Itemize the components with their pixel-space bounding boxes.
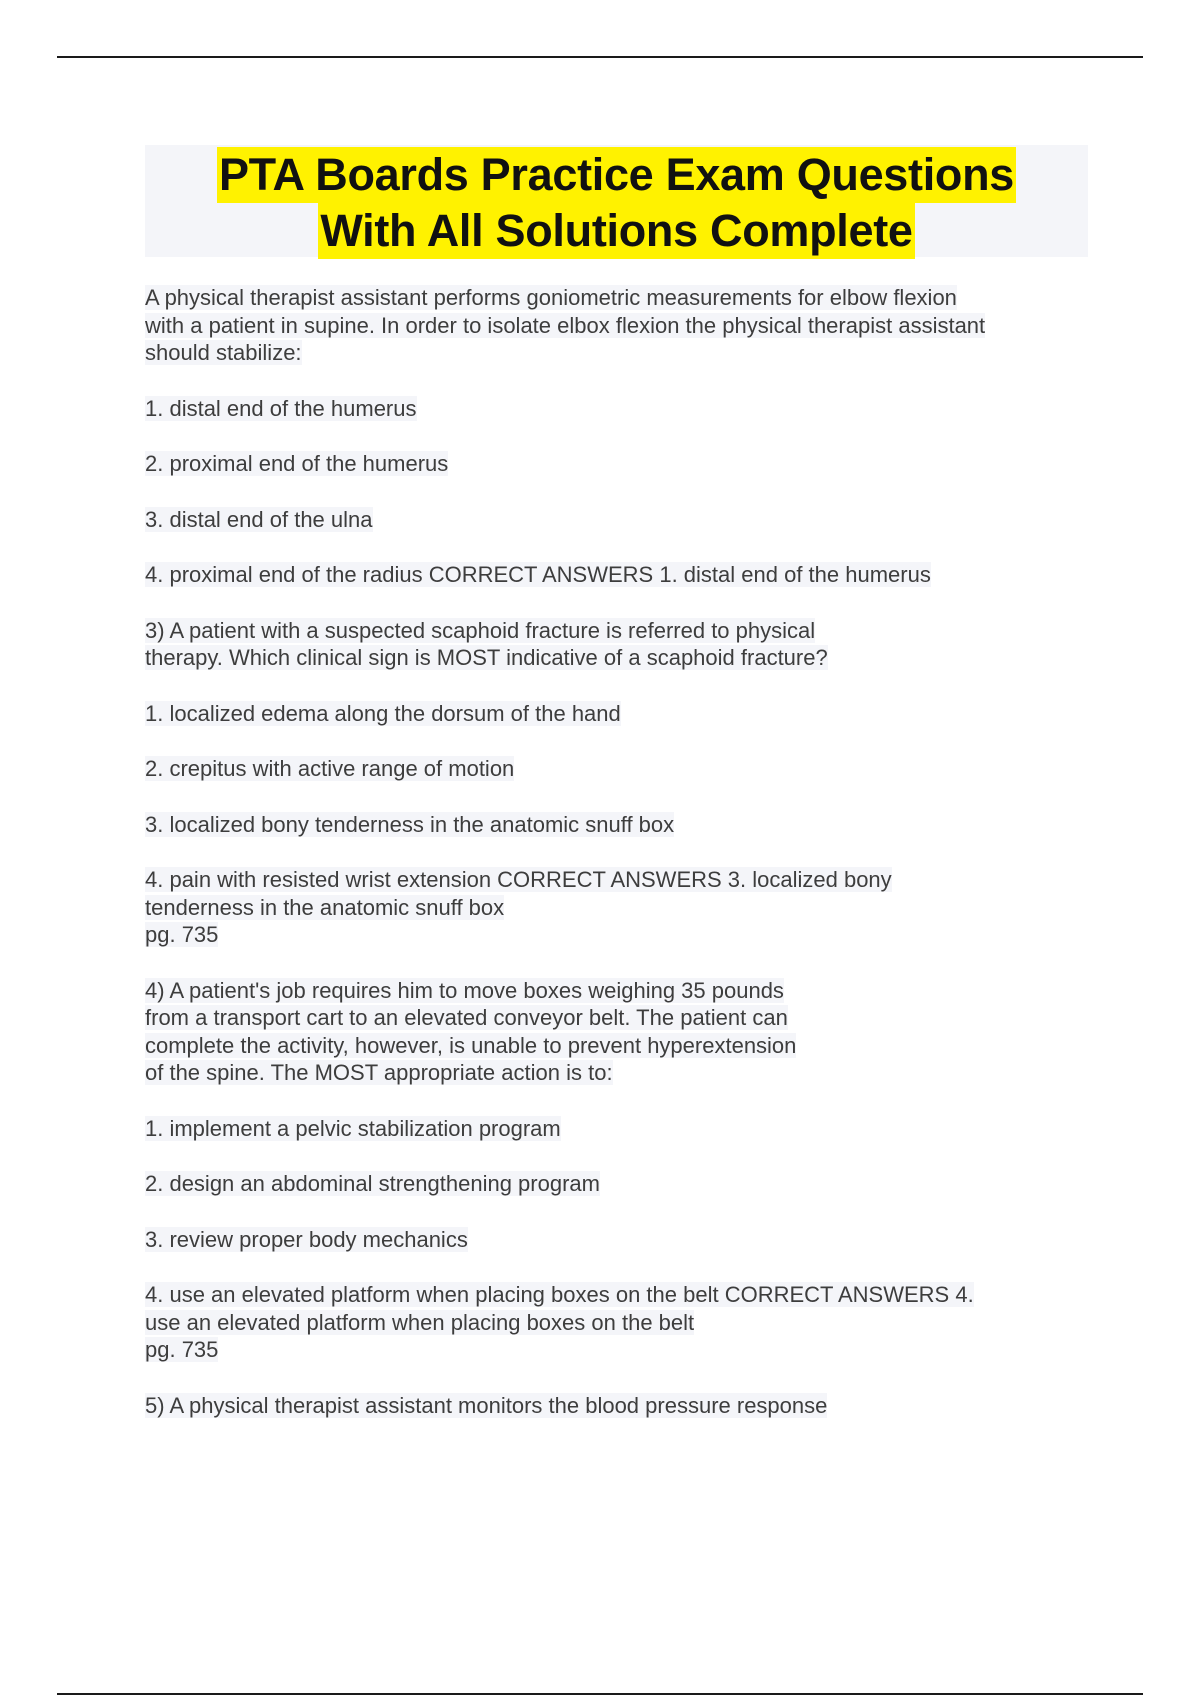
- question-stem: [145, 284, 1085, 367]
- question-stem: [145, 617, 1085, 672]
- text-line: 3. localized bony tenderness in the anatomic snuff box: [145, 811, 675, 837]
- answer-option: [145, 811, 1085, 839]
- answer-option: [145, 395, 1085, 423]
- page-reference: pg. 735: [145, 922, 219, 947]
- text-line: 5) A physical therapist assistant monitors the blood pressure response: [145, 1392, 828, 1418]
- text-line: 4. use an elevated platform when placing boxes on the belt CORRECT ANSWERS 4.: [145, 1282, 974, 1307]
- page-reference: pg. 735: [145, 1337, 219, 1362]
- answer-option: [145, 1226, 1085, 1254]
- text-line: use an elevated platform when placing boxes on the belt: [145, 1309, 695, 1335]
- answer-option: [145, 506, 1085, 534]
- text-line: A physical therapist assistant performs goniometric measurements for elbow flexion: [145, 285, 957, 310]
- text-line: 1. implement a pelvic stabilization program: [145, 1115, 561, 1141]
- text-line: 3) A patient with a suspected scaphoid fracture is referred to physical: [145, 617, 816, 643]
- document-title: [145, 145, 1088, 257]
- title-line-1: PTA Boards Practice Exam Questions: [217, 147, 1016, 203]
- text-line: tenderness in the anatomic snuff box: [145, 894, 505, 920]
- text-line: 3. distal end of the ulna: [145, 506, 373, 532]
- text-line: complete the activity, however, is unable to prevent hyperextension: [145, 1032, 797, 1058]
- title-line-2: With All Solutions Complete: [318, 203, 914, 259]
- question-stem: [145, 977, 1085, 1087]
- text-line: 4) A patient's job requires him to move boxes weighing 35 pounds: [145, 977, 784, 1003]
- answer-option: [145, 755, 1085, 783]
- text-line: therapy. Which clinical sign is MOST indicative of a scaphoid fracture?: [145, 645, 828, 670]
- top-rule: [57, 56, 1143, 58]
- answer-option: [145, 700, 1085, 728]
- answer-option-with-solution: [145, 561, 1085, 589]
- text-line: 2. crepitus with active range of motion: [145, 756, 515, 781]
- text-line: 2. design an abdominal strengthening program: [145, 1171, 600, 1196]
- bottom-rule: [57, 1693, 1143, 1695]
- text-line: 3. review proper body mechanics: [145, 1226, 468, 1252]
- answer-option-with-solution: [145, 1281, 1085, 1364]
- text-line: 2. proximal end of the humerus: [145, 451, 449, 476]
- text-line: with a patient in supine. In order to isolate elbox flexion the physical therapist assistant: [145, 312, 986, 338]
- document-body: [145, 284, 1085, 1447]
- answer-option: [145, 1170, 1085, 1198]
- answer-option: [145, 450, 1085, 478]
- text-line: should stabilize:: [145, 340, 302, 365]
- answer-option-with-solution: [145, 866, 1085, 949]
- text-line: 4. proximal end of the radius CORRECT ANSWERS 1. distal end of the humerus: [145, 562, 931, 587]
- text-line: 1. localized edema along the dorsum of the hand: [145, 700, 621, 726]
- text-line: of the spine. The MOST appropriate action is to:: [145, 1060, 613, 1085]
- text-line: from a transport cart to an elevated conveyor belt. The patient can: [145, 1005, 788, 1030]
- text-line: 4. pain with resisted wrist extension CORRECT ANSWERS 3. localized bony: [145, 867, 892, 892]
- answer-option: [145, 1115, 1085, 1143]
- question-stem: [145, 1392, 1085, 1420]
- text-line: 1. distal end of the humerus: [145, 395, 417, 421]
